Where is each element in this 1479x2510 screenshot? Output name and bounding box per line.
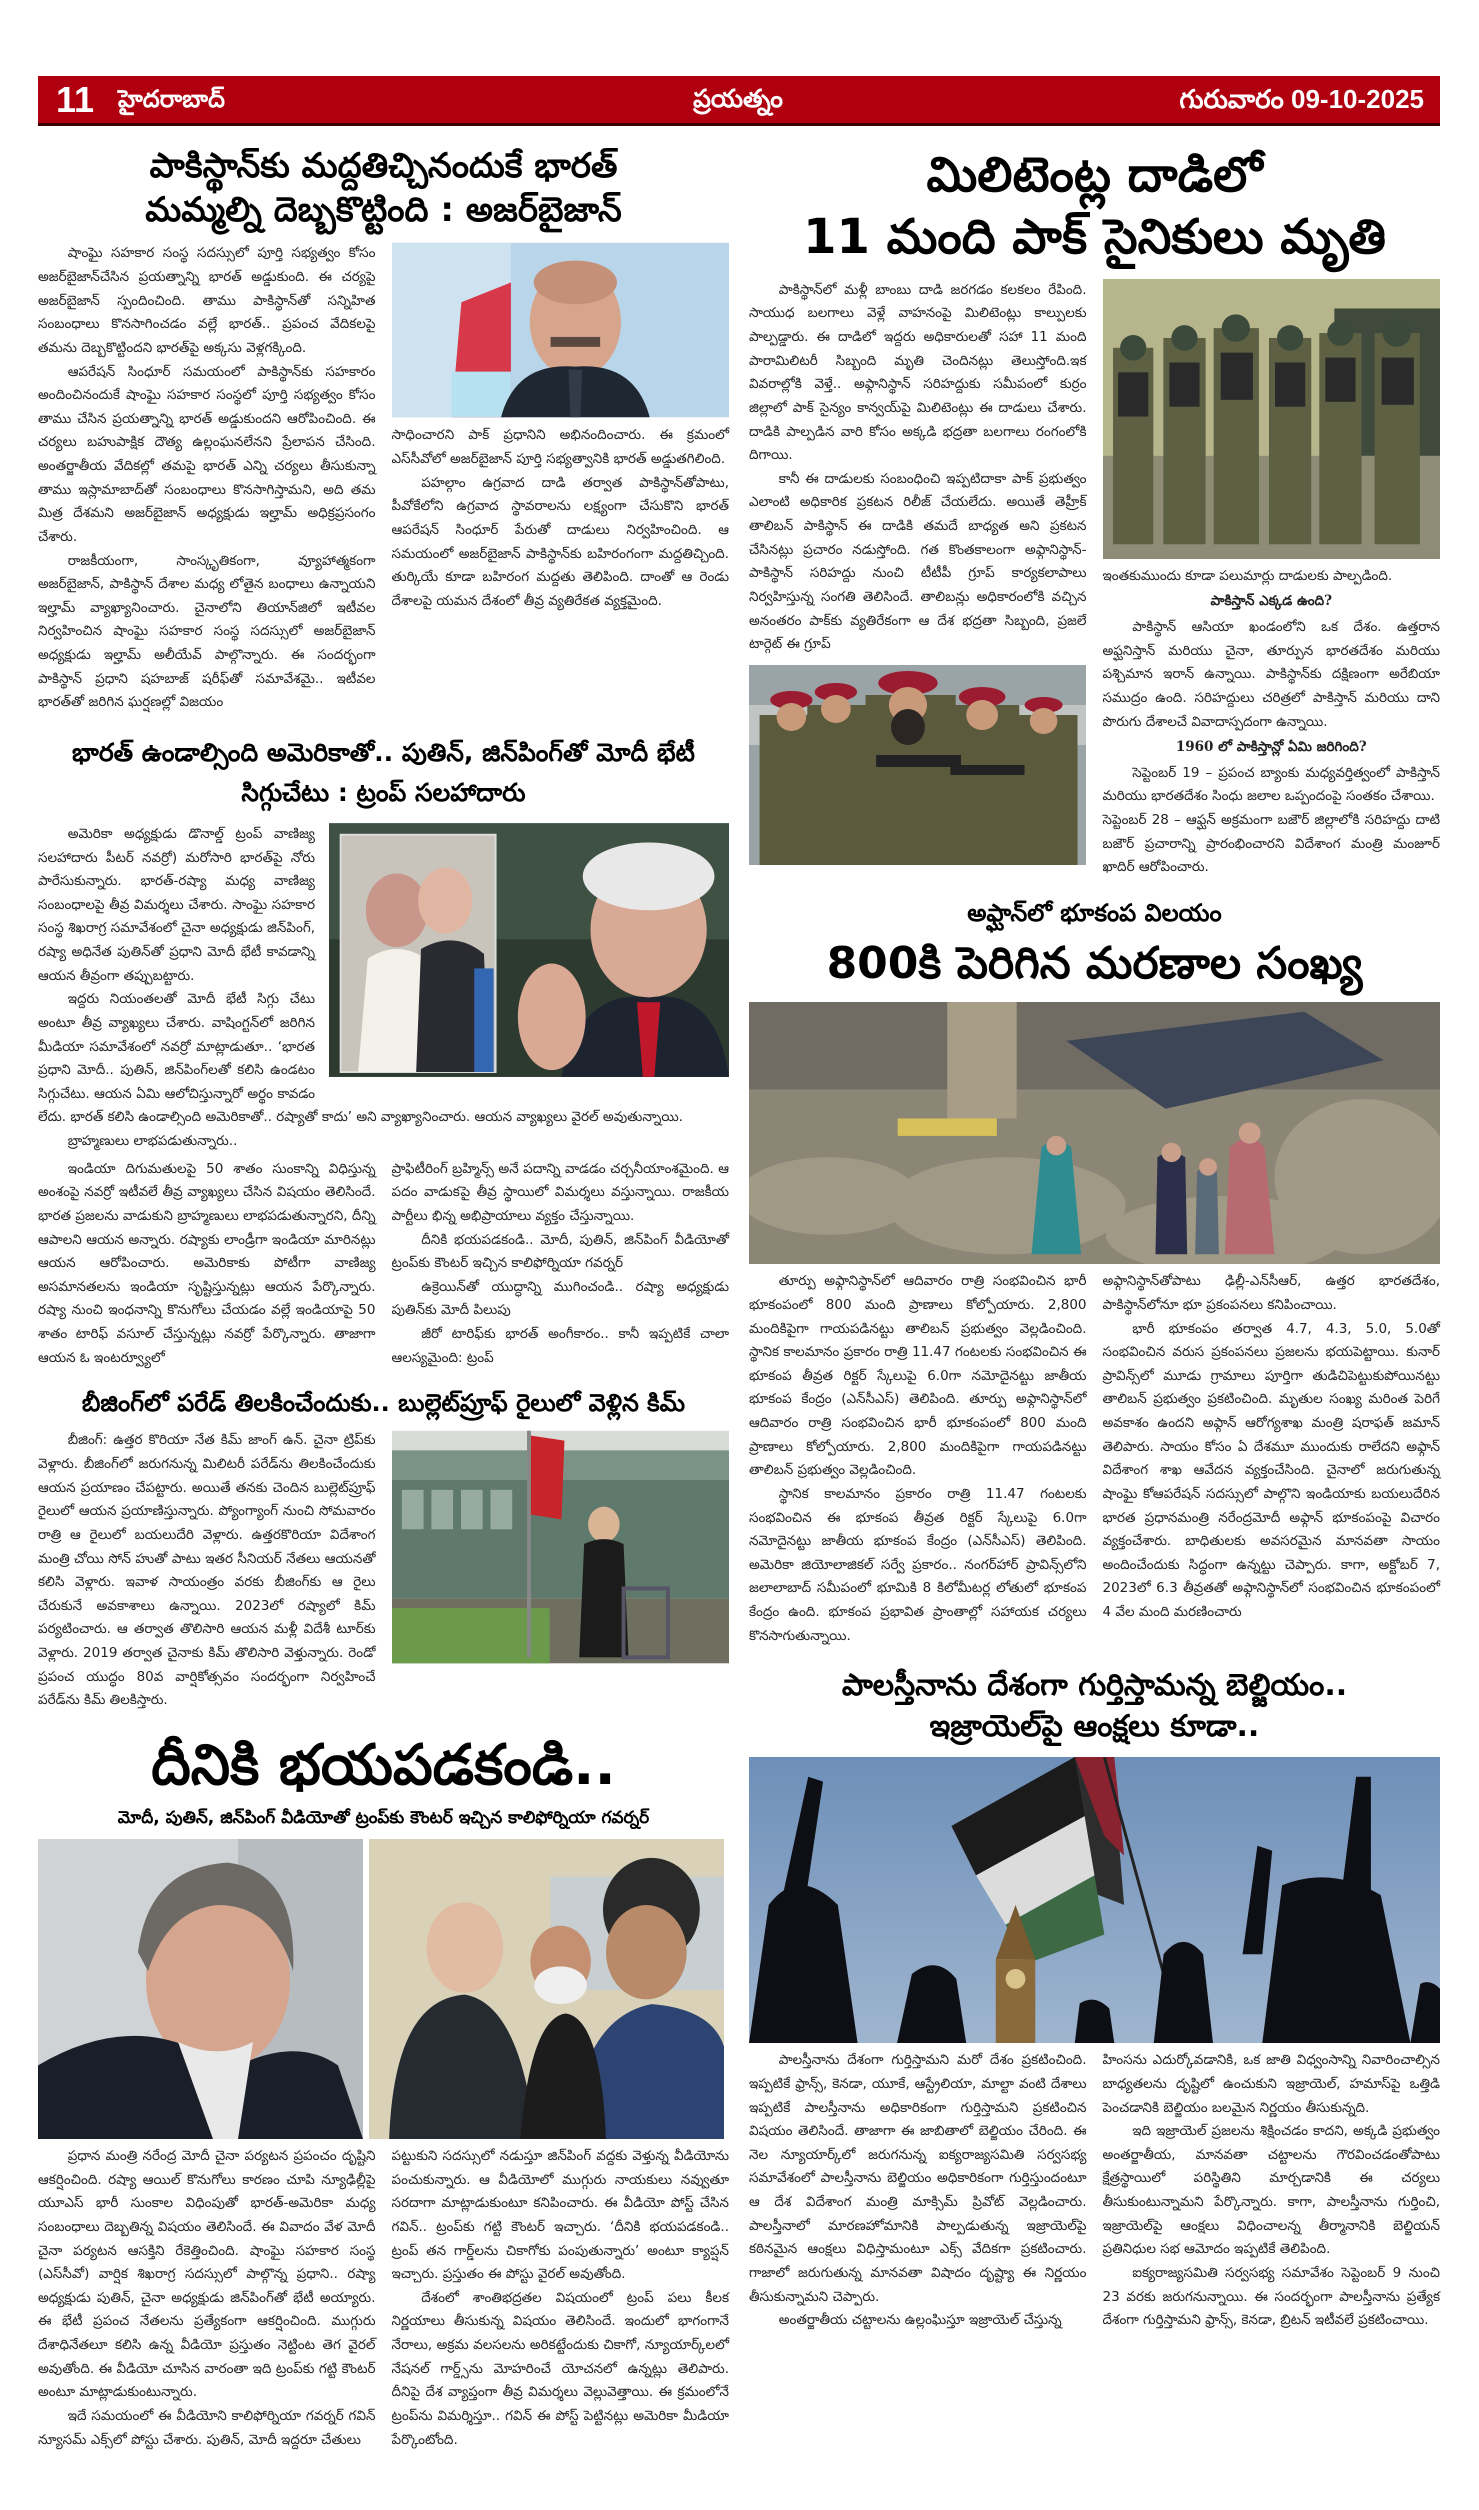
- kim-train-image: [392, 1429, 729, 1665]
- belgium-headline: [749, 1666, 1440, 1747]
- related-link[interactable]: దీనికి భయపడకండి.. మోదీ, పుతిన్, జిన్‌పింగ్ వీడియోతో ట్రంప్‌కు కౌంటర్ ఇచ్చిన కాలిఫోర్నియా గవర్నర్: [391, 1231, 729, 1272]
- paragraph: హింసను ఎదుర్కోవడానికి, ఒక జాతి విధ్వంసాన్ని నివారించాల్సిన బాధ్యతలను దృష్టిలో ఉంచుకుని ఇజ్రాయెల్, హమాస్‌పై ఒత్తిడి పెంచడానికి బెల్జియం బలమైన నిర్ణయం తీసుకున్నది.: [1102, 2052, 1440, 2116]
- navarro-article-col2: [392, 1158, 730, 1371]
- paragraph: భారీ భూకంపం తర్వాత 4.7, 4.3, 5.0, 5.0తో సంభవించిన వరుస ప్రకంపనలు ప్రజలను భయపెట్టాయి. కునార్ ప్రావిన్స్‌లో మూడు గ్రామాలు పూర్తిగా తుడిచిపెట్టుకుపోయినట్టు తాలిబన్ ప్రభుత్వం ప్రకటించింది. మృతుల సంఖ్య మరింత పెరిగే అవకాశం ఉందని అఫ్గాన్ ఆరోగ్యశాఖ మంత్రి షరాఫత్ జమాన్ తెలిపారు. సాయం కోసం ఏ దేశమూ ముందుకు రాలేదని అఫ్గాన్ విదేశాంగ శాఖ ఆవేదన వ్యక్తంచేసింది. చైనాలో జరుగుతున్న షాంఘై కోఆపరేషన్ సదస్సులో పాల్గొని ఇండియాకు బయలుదేరిన భారత ప్రధానమంత్రి నరేంద్రమోదీ అఫ్గాన్ భూకంపంపై విచారం వ్యక్తంచేశారు. బాధితులకు అవసరమైన మానవతా సాయం అందించేందుకు సిద్ధంగా ఉన్నట్టు చెప్పారు. కాగా, అక్టోబర్ 7, 2023లో 6.3 తీవ్రతతో అఫ్గానిస్థాన్‌లో సంభవించిన భూకంపంలో 4 వేల మంది మరణించారు: [1102, 1320, 1440, 1621]
- newsom-image: [38, 1839, 363, 2139]
- navarro-photo: [329, 823, 729, 1077]
- paragraph: పహల్గాం ఉగ్రవాద దాడి తర్వాత పాకిస్థాన్‌తోపాటు, పీవోకేలోని ఉగ్రవాద స్థావరాలను లక్ష్యంగా చేసుకొని భారత్ ఆపరేషన్ సింధూర్ పేరుతో దాడులు నిర్వహించింది. ఆ సమయంలో అజర్‌బైజాన్ పాకిస్థాన్‌కు బహిరంగంగా మద్దతిచ్చింది. తుర్కియే కూడా బహిరంగ మద్దతు తెలిపింది. దాంతో ఆ రెండు దేశాలపై యమన దేశంలో తీవ్ర వ్యతిరేకత వ్యక్తమైంది.: [391, 474, 729, 609]
- afghan-article-col2: [1103, 1270, 1441, 1624]
- afghan-subhead: అఫ్ఘాన్‌లో భూకంప విలయం: [967, 898, 1222, 927]
- navarro-image: [329, 823, 729, 1077]
- afghan-section: [749, 898, 1440, 1648]
- paragraph: షాంఘై సహకార సంస్థ సదస్సులో పూర్తి సభ్యత్వం కోసం అజర్‌బైజాన్‌చేసిన ప్రయత్నాన్ని భారత్ అడ్డుకుంది. ఈ చర్యపై అజర్‌బైజాన్ స్పందించింది. తాము పాకిస్థాన్‌తో సన్నిహిత సంబంధాలు కొనసాగించడం వల్లే భారత్.. ప్రపంచ వేదికలపై తమను దెబ్బకొట్టిందని భారత్‌పై అక్కసు వెళ్లగక్కింది.: [38, 245, 376, 356]
- azerbaijan-headline-line1: పాకిస్థాన్‌కు మద్దతిచ్చినందుకే భారత్: [149, 146, 618, 186]
- newsom-section: [38, 1731, 729, 2452]
- paragraph: సెప్టెంబర్ 19 – ప్రపంచ బ్యాంకు మధ్యవర్తిత్వంలో పాకిస్తాన్ మరియు భారతదేశం సింధు జలాల ఒప్పందంపై సంతకం చేశాయి.: [1102, 764, 1440, 805]
- paragraph: అమెరికా అధ్యక్షుడు డొనాల్డ్ ట్రంప్ వాణిజ్య సలహాదారు పీటర్ నవర్రో) మరోసారి భారత్‌పై నోరు పారేసుకున్నారు. భారత్-రష్యా మధ్య వాణిజ్య సంబంధాలపై తీవ్ర విమర్శలు చేశారు. సాంఘై సహకార సంస్థ శిఖరాగ్ర సమావేశంలో చైనా అధ్యక్షుడు జిన్‌పింగ్, రష్యా అధినేత పుతిన్‌తో ప్రధాని మోదీ భేటీ కావడాన్ని ఆయన తీవ్రంగా తప్పుబట్టారు.: [38, 825, 315, 984]
- militants-section: [749, 144, 1440, 880]
- militants-article-col1: [749, 279, 1087, 657]
- navarro-headline: [38, 733, 729, 813]
- paragraph: స్థానిక కాలమానం ప్రకారం రాత్రి 11.47 గంటలకు సంభవించిన ఈ భూకంప తీవ్రత రిక్టర్ స్కేలుపై 6.0గా నమోదైనట్టు జాతీయ భూకంప కేంద్రం (ఎన్‌సీఎస్) తెలిపింది. అమెరికా జియోలాజికల్ సర్వే ప్రకారం.. నంగర్‌హార్ ప్రావిన్స్‌లోని జలాలాబాద్ సమీపంలో భూమికి 8 కిలోమీటర్ల లోతులో భూకంప కేంద్రం ఉంది. భూకంప ప్రభావిత ప్రాంతాల్లో సహాయక చర్యలు కొనసాగుతున్నాయి.: [749, 1485, 1087, 1644]
- newsom-photo: [38, 1839, 363, 2139]
- related-link[interactable]: జీరో టారిఫ్‌కు భారత్ అంగీకారం.. కానీ ఇప్పటికే చాలా ఆలస్యమైంది: ట్రంప్: [391, 1326, 729, 1366]
- belgium-article-col1: [749, 2049, 1087, 2333]
- left-half: [38, 138, 729, 2470]
- paragraph: ఇంతకుముందు కూడా పలుమార్లు దాడులకు పాల్పడింది.: [1102, 567, 1393, 584]
- paragraph: బీజింగ్: ఉత్తర కొరియా నేత కిమ్ జాంగ్ ఉన్. చైనా ట్రిప్‌కు వెళ్లారు. బీజింగ్‌లో జరుగనున్న మిలిటరీ పరేడ్‌ను తిలకించేందుకు ఆయన ప్రయాణం చేపట్టారు. అయితే తనకు చెందిన బుల్లెట్‌ప్రూఫ్ రైలులో ఆయన ప్రయాణిస్తున్నారు. ప్యోంగ్యాంగ్ నుంచి సోమవారం రాత్రి ఆ రైలులో బయలుదేరి వెళ్లారు. ఉత్తరకొరియా విదేశాంగ మంత్రి చోయి సోన్ హుతో పాటు ఇతర సీనియర్ నేతలు ఆయనతో కలిసి వెళ్లారు. ఇవాళ సాయంత్రం వరకు బీజింగ్‌కు ఆ రైలు చేరుకునే అవకాశాలు ఉన్నాయి. 2023లో రష్యాలో కిమ్ పర్యటించారు. ఆ తర్వాత తొలిసారి ఆయన మళ్లీ విదేశీ టూర్‌కు వెళ్లారు. 2019 తర్వాత చైనాకు కిమ్ తొలిసారి వెళ్తున్నారు. రెండో ప్రపంచ యుద్ధం 80వ వార్షికోత్సవం సందర్భంగా నిర్వహించే పరేడ్‌ను కిమ్ తిలకిస్తారు.: [38, 1432, 376, 1709]
- belgium-section: [749, 1666, 1440, 2333]
- militants-headline-line1: మిలిటెంట్ల దాడిలో: [926, 147, 1263, 203]
- related-link[interactable]: ఉక్రెయిన్‌తో యుద్ధాన్ని ముగించండి.. రష్యా అధ్యక్షుడు పుతిన్‌కు మోదీ పిలుపు: [391, 1278, 729, 1319]
- militants-article-col2: [1103, 565, 1441, 880]
- putin-modi-xi-image: [369, 1839, 724, 2139]
- newsom-article-col2: [392, 2145, 730, 2452]
- navarro-headline-line1: భారత్ ఉండాల్సింది అమెరికాతో.. పుతిన్, జిన్‌పింగ్‌తో మోదీ భేటీ: [72, 737, 695, 767]
- militants-col1: [749, 279, 1087, 871]
- soldiers-photo: [1103, 279, 1441, 559]
- navarro-headline-line2: సిగ్గుచేటు : ట్రంప్ సలహాదారు: [241, 777, 526, 807]
- azerbaijan-col2: [392, 242, 730, 613]
- red-beret-photo: [749, 665, 1087, 865]
- paragraph: అంతర్జాతీయ చట్టాలను ఉల్లంఘిస్తూ ఇజ్రాయెల్ చేస్తున్న: [778, 2312, 1062, 2329]
- paragraph: బ్రాహ్మణులు లాభపడుతున్నారు..: [67, 1133, 238, 1149]
- kim-section: [38, 1388, 729, 1713]
- paragraph: తూర్పు అఫ్గానిస్థాన్‌లో ఆదివారం రాత్రి సంభవించిన భారీ భూకంపంలో 800 మంది ప్రాణాలు కోల్పోయారు. 2,800 మందికిపైగా గాయపడినట్టు తాలిబన్ ప్రభుత్వం వెల్లడించింది. స్థానిక కాలమానం ప్రకారం రాత్రి 11.47 గంటలకు సంభవించిన ఈ భూకంప తీవ్రత రిక్టర్ స్కేలుపై 6.0గా నమోదైనట్టు జాతీయ భూకంప కేంద్రం (ఎన్‌సీఎస్) తెలిపింది. తూర్పు అఫ్గానిస్థాన్‌లో ఆదివారం రాత్రి సంభవించిన భారీ భూకంపంలో 800 మంది ప్రాణాలు కోల్పోయారు. 2,800 మందికిపైగా గాయపడినట్టు తాలిబన్ ప్రభుత్వం వెల్లడించింది.: [749, 1273, 1087, 1479]
- belgium-article-col2: [1103, 2049, 1441, 2333]
- paragraph: దేశంలో శాంతిభద్రతల విషయంలో ట్రంప్ పలు కీలక నిర్ణయాలు తీసుకున్న విషయం తెలిసిందే. ఇందులో భాగంగానే నేరాలు, అక్రమ వలసలను అరికట్టేందుకు చికాగో, న్యూయార్క్‌లలో నేషనల్ గార్డ్స్‌ను మోహరించే యోచనలో ఉన్నట్లు తెలిపారు. దీనిపై దేశ వ్యాప్తంగా తీవ్ర విమర్శలు వెల్లువెత్తాయి. ఈ క్రమంలోనే ట్రంప్‌ను విమర్శిస్తూ.. గవిన్ ఈ పోస్ట్ పెట్టినట్లు అమెరికా మీడియా పేర్కొంటోంది.: [391, 2289, 729, 2448]
- militants-headline-line2: 11 మంది పాక్ సైనికులు మృతి: [803, 209, 1386, 266]
- paragraph: పట్టుకుని సదస్సులో నడుస్తూ జిన్‌పింగ్ వద్దకు వెళ్తున్న వీడియోను పంచుకున్నారు. ఆ వీడియోలో ముగ్గురు నాయకులు నవ్వుతూ సరదాగా మాట్లాడుకుంటూ కనిపించారు. ఈ వీడియో పోస్ట్ చేసిన గవిన్.. ట్రంప్‌కు గట్టి కౌంటర్ ఇచ్చారు. ‘దీనికి భయపడకండి.. ట్రంప్ తన గార్డ్‌లను చికాగోకు పంపుతున్నారు’ అంటూ క్యాప్షన్ ఇచ్చారు. ప్రస్తుతం ఈ పోస్టు వైరల్ అవుతోంది.: [391, 2148, 729, 2283]
- paragraph: రాజకీయంగా, సాంస్కృతికంగా, వ్యూహాత్మకంగా అజర్‌బైజాన్, పాకిస్థాన్ దేశాల మధ్య లోతైన బంధాలు ఉన్నాయని ఇల్హామ్ వ్యాఖ్యానించారు. చైనాలోని తియాన్‌జిలో ఇటీవల నిర్వహించిన షాంఘై సహకార సంస్థ సదస్సులో అజర్‌బైజాన్ అధ్యక్షుడు ఇల్హామ్ అలీయేవ్ పాల్గొన్నారు. ఈ సందర్భంగా పాకిస్థాన్ ప్రధాని షహబాజ్ షరీఫ్‌తో సమావేశమై.. ఇటీవల భారత్‌తో జరిగిన ఘర్షణల్లో విజయం: [38, 552, 376, 711]
- paragraph: ఐక్యరాజ్యసమితి సర్వసభ్య సమావేశం సెప్టెంబర్ 9 నుంచి 23 వరకు జరుగనున్నాయి. ఈ సందర్భంగా పాలస్తీనాను ప్రత్యేక దేశంగా గుర్తిస్తామని ఫ్రాన్స్, కెనడా, బ్రిటన్ ఇటీవలే ప్రకటించాయి.: [1102, 2264, 1440, 2329]
- palestine-protest-photo: [749, 1757, 1440, 2043]
- newsom-headline: దీనికి భయపడకండి..: [151, 1732, 616, 1798]
- paragraph: ఇండియా దిగుమతులపై 50 శాతం సుంకాన్ని విధిస్తున్న అంశంపై నవర్రో ఇటీవలే తీవ్ర వ్యాఖ్యలు చేసిన విషయం తెలిసిందే. భారత ప్రజలను వాడుకుని బ్రాహ్మణులు లాభపడుతున్నారని, దీన్ని ఆపాలని ఆయన అన్నారు. రష్యాకు లాండ్రీగా ఇండియా మారినట్లు ఆయన ఆరోపించారు. అమెరికాకు పోటీగా వాణిజ్య అసమానతలను ఇండియా సృష్టిస్తున్నట్లు ఆయన పేర్కొన్నారు. రష్యా నుంచి ఇంధనాన్ని కొనుగోలు చేయడం వల్లే ఇండియాపై 50 శాతం టారిఫ్ వసూల్ చేస్తున్నట్లు నవర్రో పేర్కొన్నారు. తాజాగా ఆయన ఓ ఇంటర్వ్యూలో: [38, 1160, 376, 1366]
- soldiers-image: [1103, 279, 1440, 559]
- paragraph: సెప్టెంబర్ 28 – ఆఫ్ఘన్ అక్రమంగా బజౌర్ జిల్లాలోకి సరిహద్దు దాటి బజౌర్ ప్రచారాన్ని ప్రారంభించారని విదేశాంగ మంత్రి మంజూర్ ఖాదిర్ ఆరోపించారు.: [1102, 812, 1440, 876]
- paragraph: ప్రధాన మంత్రి నరేంద్ర మోదీ చైనా పర్యటన ప్రపంచం దృష్టిని ఆకర్షించింది. రష్యా ఆయిల్ కొనుగోలు కారణం చూపి న్యూఢిల్లీపై యూఎస్ భారీ సుంకాల విధింపుతో భారత్-అమెరికా మధ్య సంబంధాలు దెబ్బతిన్న విషయం తెలిసిందే. ఈ వివాదం వేళ మోదీ చైనా పర్యటన ఆసక్తిని రేకెత్తించింది. షాంఘై సహకార సంస్థ (ఎస్‌సీవో) వార్షిక శిఖరాగ్ర సదస్సులో పాల్గొన్న ప్రధాని.. రష్యా అధ్యక్షుడు పుతిన్, చైనా అధ్యక్షుడు జిన్‌పింగ్‌తో భేటీ అయ్యారు. ఈ భేటీ ప్రపంచ నేతలను ప్రత్యేకంగా ఆకర్షించింది. ముగ్గురు దేశాధినేతలూ కలిసి ఉన్న వీడియో ప్రస్తుతం నెట్టింట తెగ వైరల్ అవుతోంది. ఈ వీడియో చూసిన వారంతా ఇది ట్రంప్‌కు గట్టి కౌంటర్ అంటూ మాట్లాడుకుంటున్నారు.: [38, 2148, 376, 2401]
- paragraph: పాకిస్థాన్ ఆసియా ఖండంలోని ఒక దేశం. ఉత్తరాన అఫ్ఘనిస్తాన్ మరియు చైనా, తూర్పున భారతదేశం మరియు పశ్చిమాన ఇరాన్ ఉన్నాయి. పాకిస్థాన్‌కు దక్షిణంగా అరేబియా సముద్రం ఉంది. సరిహద్దులు చరిత్రలో పాకిస్తాన్ మరియు దాని పొరుగు దేశాలచే వివాదాస్పదంగా ఉన్నాయి.: [1102, 619, 1440, 730]
- azerbaijan-article-col1: [38, 242, 376, 715]
- right-half: [749, 138, 1440, 2351]
- navarro-section: [38, 733, 729, 1370]
- azerbaijan-headline-line2: మమ్మల్ని దెబ్బకొట్టింది : అజర్‌బైజాన్: [145, 190, 622, 231]
- paragraph: ఇది ఇజ్రాయెల్ ప్రజలను శిక్షించడం కాదని, అక్కడి ప్రభుత్వం అంతర్జాతీయ, మానవతా చట్టాలను గౌరవించడంతోపాటు క్షేత్రస్థాయిలో పరిస్థితిని మార్చడానికి ఈ చర్యలు తీసుకుంటున్నామని పేర్కొన్నారు. కాగా, పాలస్తీనాను గుర్తించి, ఇజ్రాయెల్‌పై ఆంక్షలు విధించాలన్న తీర్మానానికి బెల్జియన్ ప్రతినిధుల సభ ఆమోదం ఇప్పటికే తెలిపింది.: [1102, 2123, 1440, 2258]
- palestine-protest-image: [749, 1757, 1440, 2043]
- paragraph: సాధించారని పాక్ ప్రధానిని అభినందించారు. ఈ క్రమంలో ఎస్‌సీవోలో అజర్‌బైజాన్ పూర్తి సభ్యత్వానికి భారత్ అడ్డుతగిలింది.: [391, 427, 729, 467]
- newsom-article-col1: [38, 2145, 376, 2452]
- masthead-bar: [38, 76, 1440, 126]
- afghan-headline: 800కి పెరిగిన మరణాల సంఖ్య: [826, 938, 1363, 990]
- belgium-headline-line2: ఇజ్రాయెల్‌పై ఆంక్షలు కూడా..: [929, 1708, 1260, 1744]
- page-number: 11: [56, 79, 95, 120]
- militants-headline: [749, 144, 1440, 269]
- afghan-article-col1: [749, 1270, 1087, 1648]
- red-beret-soldiers-image: [749, 665, 1086, 865]
- earthquake-rubble-image: [749, 1002, 1440, 1264]
- putin-modi-xi-photo: [369, 1839, 724, 2139]
- aliyev-image: [392, 242, 729, 418]
- kim-headline: బీజింగ్‌లో పరేడ్ తిలకించేందుకు.. బుల్లెట్‌ప్రూఫ్ రైలులో వెళ్లిన కిమ్: [81, 1389, 686, 1418]
- kim-train-photo: [392, 1429, 730, 1665]
- paragraph: పాకిస్థాన్‌లో మళ్లీ బాంబు దాడి జరగడం కలకలం రేపింది. సాయుధ బలగాలు వెళ్లే వాహనంపై మిలిటెంట్లు కాల్పులకు పాల్పడ్డారు. ఈ దాడిలో ఇద్దరు అధికారులతో సహా 11 మంది పారామిలిటరీ సిబ్బంది మృతి చెందినట్లు తెలుస్తోంది.ఇక వివరాల్లోకి వెళ్తే.. అఫ్గానిస్థాన్ సరిహద్దుకు సమీపంలో కుర్రం జిల్లాలో పాక్ సైన్యం కాన్వయ్‌పై మిలిటెంట్లు ఈ దాడులు చేశారు. దాడికి పాల్పడిన వారి కోసం అక్కడి భద్రతా బలగాలు రంగంలోకి దిగాయి.: [749, 281, 1087, 464]
- navarro-article-col1b: [38, 1158, 376, 1371]
- kim-article: [38, 1429, 376, 1713]
- paper-name: ప్రయత్నం: [693, 84, 783, 113]
- azerbaijan-headline: [38, 144, 729, 232]
- paragraph: ఇద్దరు నియంతలతో మోదీ భేటీ సిగ్గు చేటు అంటూ తీవ్ర వ్యాఖ్యలు చేశారు. వాషింగ్టన్‌లో జరిగిన మీడియా సమావేశంలో నవర్రో మాట్లాడుతూ.. ‘భారత ప్రధాని మోదీ.. పుతిన్, జిన్‌పింగ్‌లతో కలిసి ఉండటం సిగ్గుచేటు. ఆయన ఏమి ఆలోచిస్తున్నారో అర్థం కావడం లేదు. భారత్ కలిసి ఉండాల్సింది అమెరికాతో.. రష్యాతో కాదు’ అని వ్యాఖ్యానించారు. ఆయన వ్యాఖ్యలు వైరల్ అవుతున్నాయి.: [38, 991, 683, 1126]
- aliyev-photo: [392, 242, 730, 418]
- kim-col2: [392, 1429, 730, 1671]
- paragraph: ఇదే సమయంలో ఈ వీడియోని కాలిఫోర్నియా గవర్నర్ గవిన్ న్యూసమ్ ఎక్స్‌లో పోస్టు చేశారు. పుతిన్, మోదీ ఇద్దరూ చేతులు: [38, 2407, 376, 2448]
- azerbaijan-article-col2: [392, 424, 730, 613]
- edition-name: హైదరాబాద్: [118, 85, 225, 113]
- azerbaijan-section: [38, 144, 729, 715]
- belgium-headline-line1: పాలస్తీనాను దేశంగా గుర్తిస్తామన్న బెల్జియం..: [841, 1668, 1348, 1704]
- militants-col2: [1103, 279, 1441, 880]
- issue-date: గురువారం 09-10-2025: [1179, 84, 1424, 114]
- earthquake-photo: [749, 1002, 1440, 1264]
- paragraph: పాలస్తీనాను దేశంగా గుర్తిస్తామని మరో దేశం ప్రకటించింది. ఇప్పటికే ఫ్రాన్స్, కెనడా, యూకే, ఆస్ట్రేలియా, మాల్టా వంటి దేశాలు ఇప్పటికే పాలస్తీనాను అధికారికంగా గుర్తిస్తామని ప్రకటించిన విషయం తెలిసిందే. తాజాగా ఈ జాబితాలో బెల్జియం చేరింది. ఈ నెల న్యూయార్క్‌లో జరుగనున్న ఐక్యరాజ్యసమితి సర్వసభ్య సమావేశంలో పాలస్తీనాను బెల్జియం అధికారికంగా గుర్తిస్తుందంటూ ఆ దేశ విదేశాంగ మంత్రి మాక్సిమ్ ప్రివోట్ వెల్లడించారు. పాలస్తీనాలో మారణహోమానికి పాల్పడుతున్న ఇజ్రాయెల్‌పై కఠినమైన ఆంక్షలు విధిస్తామంటూ ఎక్స్ వేదికగా ప్రకటించారు. గాజాలో జరుగుతున్న మానవతా విషాదం దృష్ట్యా ఈ నిర్ణయం తీసుకున్నామని చెప్పారు.: [749, 2052, 1087, 2305]
- paragraph: ప్రాఫిటీరింగ్ బ్రహ్మిన్స్ అనే పదాన్ని వాడడం చర్చనీయాంశమైంది. ఆ పదం వాడుకపై తీవ్ర స్థాయిలో విమర్శలు వస్తున్నాయి. రాజకీయ పార్టీలు భిన్న అభిప్రాయాలు వ్యక్తం చేస్తున్నాయి.: [391, 1160, 729, 1224]
- paragraph: అఫ్గానిస్థాన్‌తోపాటు ఢిల్లీ-ఎన్‌సీఆర్, ఉత్తర భారతదేశం, పాకిస్థాన్‌లోనూ భూ ప్రకంపనలు కనిపించాయి.: [1102, 1273, 1440, 1313]
- subhead-1960: 1960 లో పాకిస్తాన్లో ఏమి జరిగింది?: [1175, 739, 1367, 756]
- newsom-subhead: మోదీ, పుతిన్, జిన్‌పింగ్ వీడియోతో ట్రంప్‌కు కౌంటర్ ఇచ్చిన కాలిఫోర్నియా గవర్నర్: [117, 1807, 650, 1828]
- paragraph: కానీ ఈ దాడులకు సంబంధించి ఇప్పటిదాకా పాక్ ప్రభుత్వం ఎలాంటి అధికారిక ప్రకటన రిలీజ్ చేయలేదు. అయితే తెహ్రీక్ తాలిబన్ పాకిస్థాన్ ఈ దాడికి తమదే బాధ్యత అని ప్రకటన చేసినట్లు ప్రచారం నడుస్తోంది. గత కొంతకాలంగా అఫ్గానిస్థాన్-పాకిస్థాన్ సరిహద్దు నుంచి టీటీపీ గ్రూప్ కార్యకలాపాలు నిర్వహిస్తున్న సంగతి తెలిసిందే. తాలిబన్లు అధికారంలోకి వచ్చిన అనంతరం పాక్‌కు వ్యతిరేకంగా ఆ దేశ భద్రతా సిబ్బంది, ప్రజలే టార్గెట్ ఈ గ్రూప్: [749, 470, 1087, 653]
- paragraph: ఆపరేషన్ సింధూర్ సమయంలో పాకిస్థాన్‌కు సహకారం అందించినందుకే షాంఘై సహకార సంస్థలో పూర్తి సభ్యత్వం కోసం తాము చేసిన ప్రయత్నాన్ని భారత్ అడ్డుకుందని ఆరోపించింది. ఈ చర్యలు బహుపాక్షిక దౌత్య ఉల్లంఘనలేనని ప్రేలాపన చేసింది. అంతర్జాతీయ వేదికల్లో తమపై భారత్ ఎన్ని చర్యలు తీసుకున్నా తాము ఇస్లామాబాద్‌తో సంబంధాలు కొనసాగిస్తామని, అది తమ మిత్ర దేశమని అజర్‌బైజాన్ అధ్యక్షుడు ఇల్హామ్ అధిక్రప్రసంగం చేశారు.: [38, 363, 376, 545]
- subhead-where: పాకిస్తాన్ ఎక్కడ ఉంది?: [1210, 593, 1333, 610]
